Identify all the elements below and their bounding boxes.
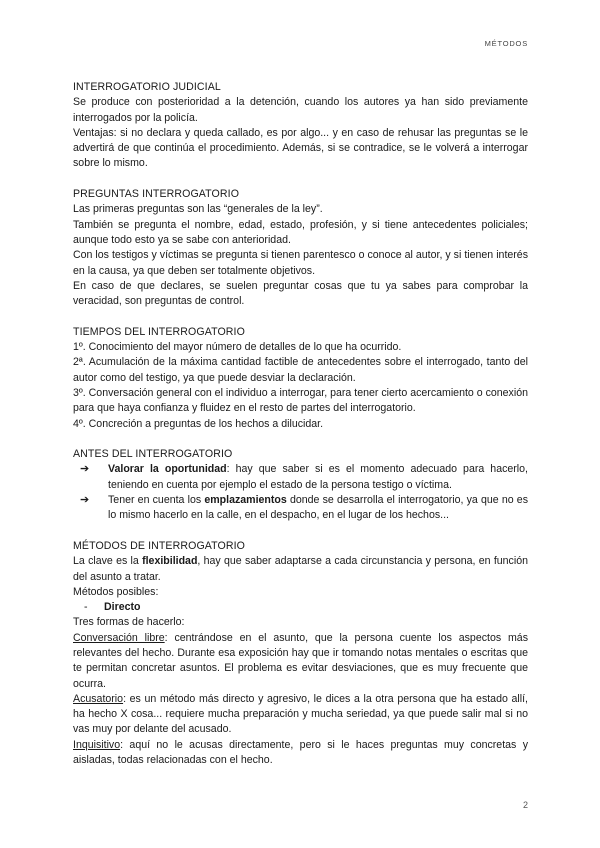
paragraph: Métodos posibles: [73, 585, 159, 598]
section-heading: PREGUNTAS INTERROGATORIO [73, 188, 240, 201]
page-number: 2 [522, 800, 528, 810]
paragraph [73, 738, 528, 769]
section-preguntas-interrogatorio [73, 187, 528, 309]
paragraph: 4º. Concreción a preguntas de los hechos a dilucidar. [73, 417, 324, 430]
section-heading: TIEMPOS DEL INTERROGATORIO [73, 325, 245, 338]
bullet-list [73, 462, 528, 523]
dash-bullet-icon: - [84, 601, 88, 614]
section-antes-interrogatorio [73, 447, 528, 523]
section-tiempos-interrogatorio [73, 325, 528, 432]
paragraph [73, 631, 528, 692]
paragraph: Las primeras preguntas son las “generales de la ley”. [73, 203, 323, 216]
paragraph [73, 692, 528, 738]
paragraph: 1º. Conocimiento del mayor número de detalles de lo que ha ocurrido. [73, 341, 402, 354]
item-text: Tener en cuenta los [108, 494, 205, 507]
running-header: MÉTODOS [484, 39, 528, 48]
bold-term: Valorar la oportunidad [108, 463, 227, 476]
paragraph: También se pregunta el nombre, edad, estado, profesión, y si tiene antecedentes policiales; aunque todo esto ya se sabe con anterioridad. [73, 218, 528, 246]
underlined-term: Acusatorio [73, 692, 124, 705]
item-text: : hay que saber si es el momento adecuado para hacerlo, teniendo en cuenta por ejemplo el estado de la persona testigo o víctima. [108, 463, 528, 491]
bold-term: flexibilidad [142, 555, 198, 568]
section-metodos-interrogatorio [73, 539, 528, 768]
bold-term: emplazamientos [204, 494, 287, 507]
text-run: : es un método más directo y agresivo, le dices a la otra persona que ha estado allí, ha hecho X cosa... requiere mucha preparación y mucha seriedad, ya que puede salir mal si no vas muy por delante del acusado. [73, 692, 528, 736]
list-item [73, 493, 528, 524]
paragraph: Con los testigos y víctimas se pregunta si tienen parentesco o conoce al autor, y si tienen interés en la causa, ya que deben ser totalmente objetivos. [73, 249, 528, 277]
paragraph: 3º. Conversación general con el individuo a interrogar, para tener cierto acercamiento o conexión para que haya confianza y fluidez en el resto de partes del interrogatorio. [73, 386, 528, 415]
dash-list-item [73, 600, 528, 615]
item-text: donde se desarrolla el interrogatorio, ya que no es lo mismo hacerlo en la calle, en el despacho, en el lugar de los hechos... [108, 494, 528, 522]
list-item [73, 462, 528, 493]
arrow-bullet-icon: ➔ [80, 463, 90, 476]
section-interrogatorio-judicial [73, 80, 528, 172]
paragraph: Tres formas de hacerlo: [73, 616, 185, 629]
page-content [73, 80, 528, 784]
arrow-bullet-icon: ➔ [80, 494, 90, 507]
dash-item-label: Directo [104, 601, 141, 614]
paragraph: 2ª. Acumulación de la máxima cantidad factible de antecedentes sobre el interrogado, tanto del autor como del testigo, ya que puede desviar la declaración. [73, 356, 528, 384]
paragraph [73, 554, 528, 585]
underlined-term: Conversación libre [73, 631, 165, 644]
text-run: : aquí no le acusas directamente, pero si le haces preguntas muy concretas y aisladas, todas relacionadas con el hecho. [73, 738, 528, 767]
text-run: , hay que saber adaptarse a cada circunstancia y persona, en función del asunto a tratar. [73, 555, 528, 583]
section-heading: MÉTODOS DE INTERROGATORIO [73, 539, 246, 552]
text-run: La clave es la [73, 555, 143, 568]
paragraph: Se produce con posterioridad a la detención, cuando los autores ya han sido previamente interrogados por la policía. [73, 96, 528, 124]
paragraph: Ventajas: si no declara y queda callado, es por algo... y en caso de rehusar las preguntas se le advertirá de que continúa el procedimiento. Además, si se contradice, se le volverá a interrogar sobre lo mismo. [73, 126, 528, 170]
section-heading: INTERROGATORIO JUDICIAL [73, 81, 221, 93]
text-run: : centrándose en el asunto, que la persona cuente los aspectos más relevantes del hecho. Durante esa exposición hay que ir tomando notas mentales o escritas que te permitan concretar asuntos. El problema es evitar desviaciones, que es muy frecuente que ocurra. [73, 631, 528, 690]
underlined-term: Inquisitivo [73, 738, 121, 751]
section-heading: ANTES DEL INTERROGATORIO [73, 448, 233, 461]
paragraph: En caso de que declares, se suelen preguntar cosas que tu ya sabes para comprobar la veracidad, son preguntas de control. [73, 279, 528, 308]
